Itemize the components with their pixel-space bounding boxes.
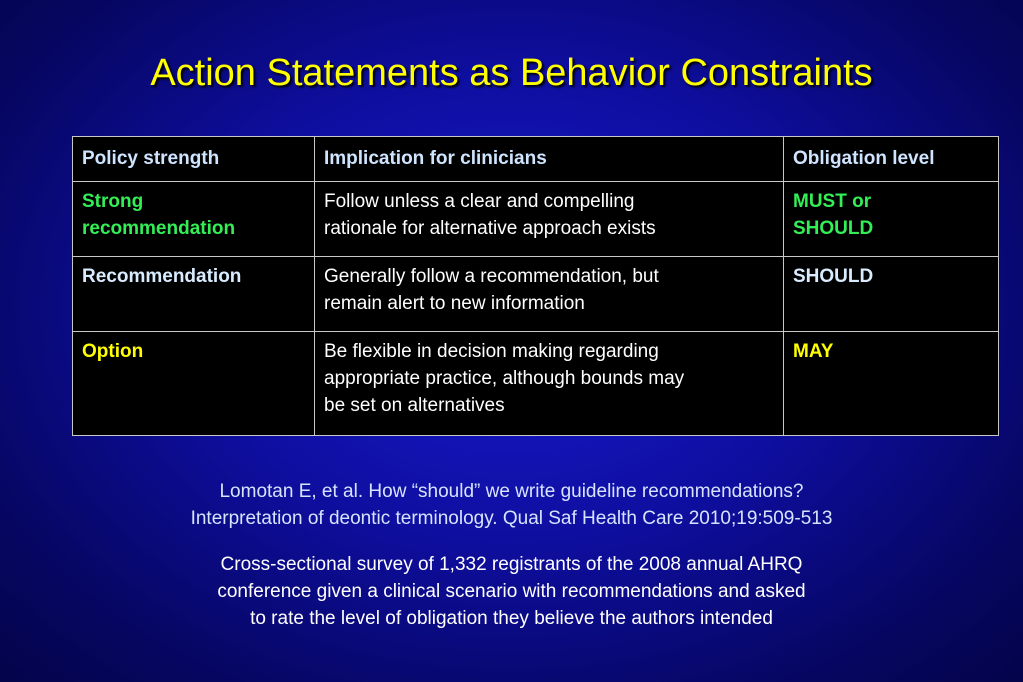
slide-title: Action Statements as Behavior Constraints [150,52,873,94]
survey-line: conference given a clinical scenario with recommendations and asked [217,581,806,602]
obligation-cell [784,182,999,257]
obligation-line: MUST or [793,191,872,212]
obligation-line: MAY [793,341,834,362]
implication-line: Follow unless a clear and compelling [324,191,635,212]
survey-line: to rate the level of obligation they believe the authors intended [250,608,773,629]
implication-cell [315,182,784,257]
citation-line: Interpretation of deontic terminology. Qual Saf Health Care 2010;19:509-513 [190,508,833,529]
survey-line: Cross-sectional survey of 1,332 registrants of the 2008 annual AHRQ [220,554,803,575]
implication-line: Be flexible in decision making regarding [324,341,659,362]
implication-cell [315,332,784,436]
header-implication: Implication for clinicians [315,137,784,182]
table-header-row [73,137,999,182]
obligation-cell [784,332,999,436]
header-policy-strength: Policy strength [73,137,315,182]
policy-line: recommendation [82,218,236,239]
implication-line: be set on alternatives [324,395,505,416]
obligation-line: SHOULD [793,266,874,287]
policy-cell [73,257,315,332]
header-obligation-level: Obligation level [784,137,999,182]
obligation-line: SHOULD [793,218,874,239]
policy-cell [73,332,315,436]
policy-line: Recommendation [82,266,242,287]
implication-line: rationale for alternative approach exists [324,218,656,239]
table-row [73,332,999,436]
implication-line: remain alert to new information [324,293,585,314]
citation [0,478,1023,532]
implication-cell [315,257,784,332]
policy-line: Strong [82,191,144,212]
survey-description [0,551,1023,632]
policy-cell [73,182,315,257]
implication-line: appropriate practice, although bounds may [324,368,685,389]
obligation-cell [784,257,999,332]
citation-line: Lomotan E, et al. How “should” we write guideline recommendations? [219,481,804,502]
table-row [73,257,999,332]
policy-line: Option [82,341,144,362]
table-row [73,182,999,257]
implication-line: Generally follow a recommendation, but [324,266,659,287]
obligation-table [72,136,943,436]
